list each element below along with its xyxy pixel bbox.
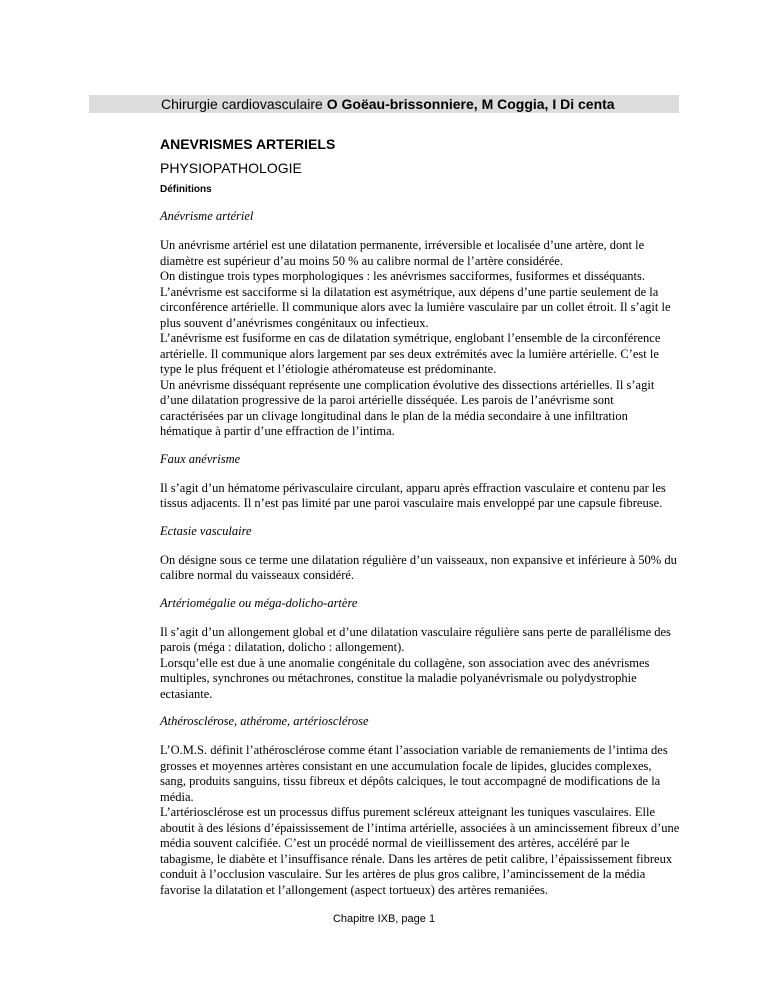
paragraph-line: On désigne sous ce terme une dilatation régulière d’un vaisseaux, non expansive et inférieure à 50% du calibre normal du vaisseaux considéré.: [160, 552, 677, 582]
block-title: Faux anévrisme: [160, 451, 241, 466]
block-arteriomegalie: [160, 596, 680, 703]
page-footer: Chapitre IXB, page 1: [332, 913, 436, 925]
paragraph-line: L’O.M.S. définit l’athérosclérose comme étant l’association variable de remaniements de l’intima des grosses et moyennes artères consistant en une accumulation focale de lipides, glucides complexes, sang, produits sanguins, tissu fibreux et dépôts calciques, le tout accompagné de modifications de la média.: [160, 743, 668, 804]
header-specialty: Chirurgie cardiovasculaire: [161, 96, 327, 112]
main-title: ANEVRISMES ARTERIELS: [160, 136, 336, 152]
paragraph-line: Lorsqu’elle est due à une anomalie congénitale du collagène, son association avec des anévrismes multiples, synchrones ou métachrones, constitue la maladie polyanévrismale ou polydystrophie ectasiante.: [160, 655, 650, 701]
block-ectasie-vasculaire: [160, 524, 680, 584]
block-atherosclerose: [160, 714, 680, 898]
paragraph: [160, 238, 680, 440]
paragraph-line: Il s’agit d’un allongement global et d’une dilatation vasculaire régulière sans perte de parallélisme des parois (méga : dilatation, dolicho : allongement).: [160, 624, 671, 654]
section-heading: PHYSIOPATHOLOGIE: [160, 160, 302, 176]
block-anevrisme-arteriel: [160, 209, 680, 440]
paragraph-line: L’anévrisme est sacciforme si la dilatation est asymétrique, aux dépens d’une partie seulement de la circonférence artérielle. Il communique alors avec la lumière vasculaire par un collet étroit. Il s’agit le plus souvent d’anévrismes congénitaux ou infectieux.: [160, 284, 671, 330]
paragraph-line: L’anévrisme est fusiforme en cas de dilatation symétrique, englobant l’ensemble de la circonférence artérielle. Il communique alors largement par ses deux extrémités avec la lumière artérielle. C’est le type le plus fréquent et l’étiologie athéromateuse est prédominante.: [160, 331, 661, 376]
block-title: Athérosclérose, athérome, artériosclérose: [160, 714, 369, 728]
paragraph-line: L’artériosclérose est un processus diffus purement scléreux atteignant les tuniques vasculaires. Elle aboutit à des lésions d’épaississement de l’intima artérielle, associées à un amincissement fibreux d’une média souvent calcifiée. C’est un procédé normal de vieillissement des artères, accéléré par le tabagisme, le diabète et l’insuffisance rénale. Dans les artères de petit calibre, l’épaississement fibreux conduit à l’occlusion vasculaire. Sur les artères de plus gros calibre, l’amincissement de la média favorise la dilatation et l’allongement (aspect tortueux) des artères remaniées.: [160, 805, 680, 897]
paragraph-line: On distingue trois types morphologiques : les anévrismes sacciformes, fusiformes et disséquants.: [160, 269, 645, 283]
paragraph: [160, 553, 680, 584]
running-header: [89, 95, 679, 113]
block-faux-anevrisme: [160, 452, 680, 512]
block-title: Artériomégalie ou méga-dolicho-artère: [160, 595, 358, 610]
paragraph: [160, 743, 680, 898]
subsection-heading: Définitions: [160, 184, 212, 195]
paragraph: [160, 625, 680, 703]
paragraph-line: Il s’agit d’un hématome périvasculaire circulant, apparu après effraction vasculaire et contenu par les tissus adjacents. Il n’est pas limité par une paroi vasculaire mais enveloppé par une capsule fibreuse.: [160, 480, 666, 510]
block-title: Ectasie vasculaire: [160, 523, 252, 538]
document-body: [160, 135, 680, 898]
paragraph-line: Un anévrisme disséquant représente une complication évolutive des dissections artérielles. Il s’agit d’une dilatation progressive de la paroi artérielle disséquée. Les parois de l’anévrisme sont caractérisées par un clivage longitudinal dans le plan de la média secondaire à une infiltration hématique à partir d’une effraction de l’intima.: [160, 377, 655, 438]
block-title: Anévrisme artériel: [160, 209, 254, 223]
paragraph: [160, 481, 680, 512]
header-authors: O Goëau-brissonniere, M Coggia, I Di centa: [326, 96, 615, 112]
paragraph-line: Un anévrisme artériel est une dilatation permanente, irréversible et localisée d’une artère, dont le diamètre est supérieur d’au moins 50 % au calibre normal de l’artère considérée.: [160, 238, 645, 268]
